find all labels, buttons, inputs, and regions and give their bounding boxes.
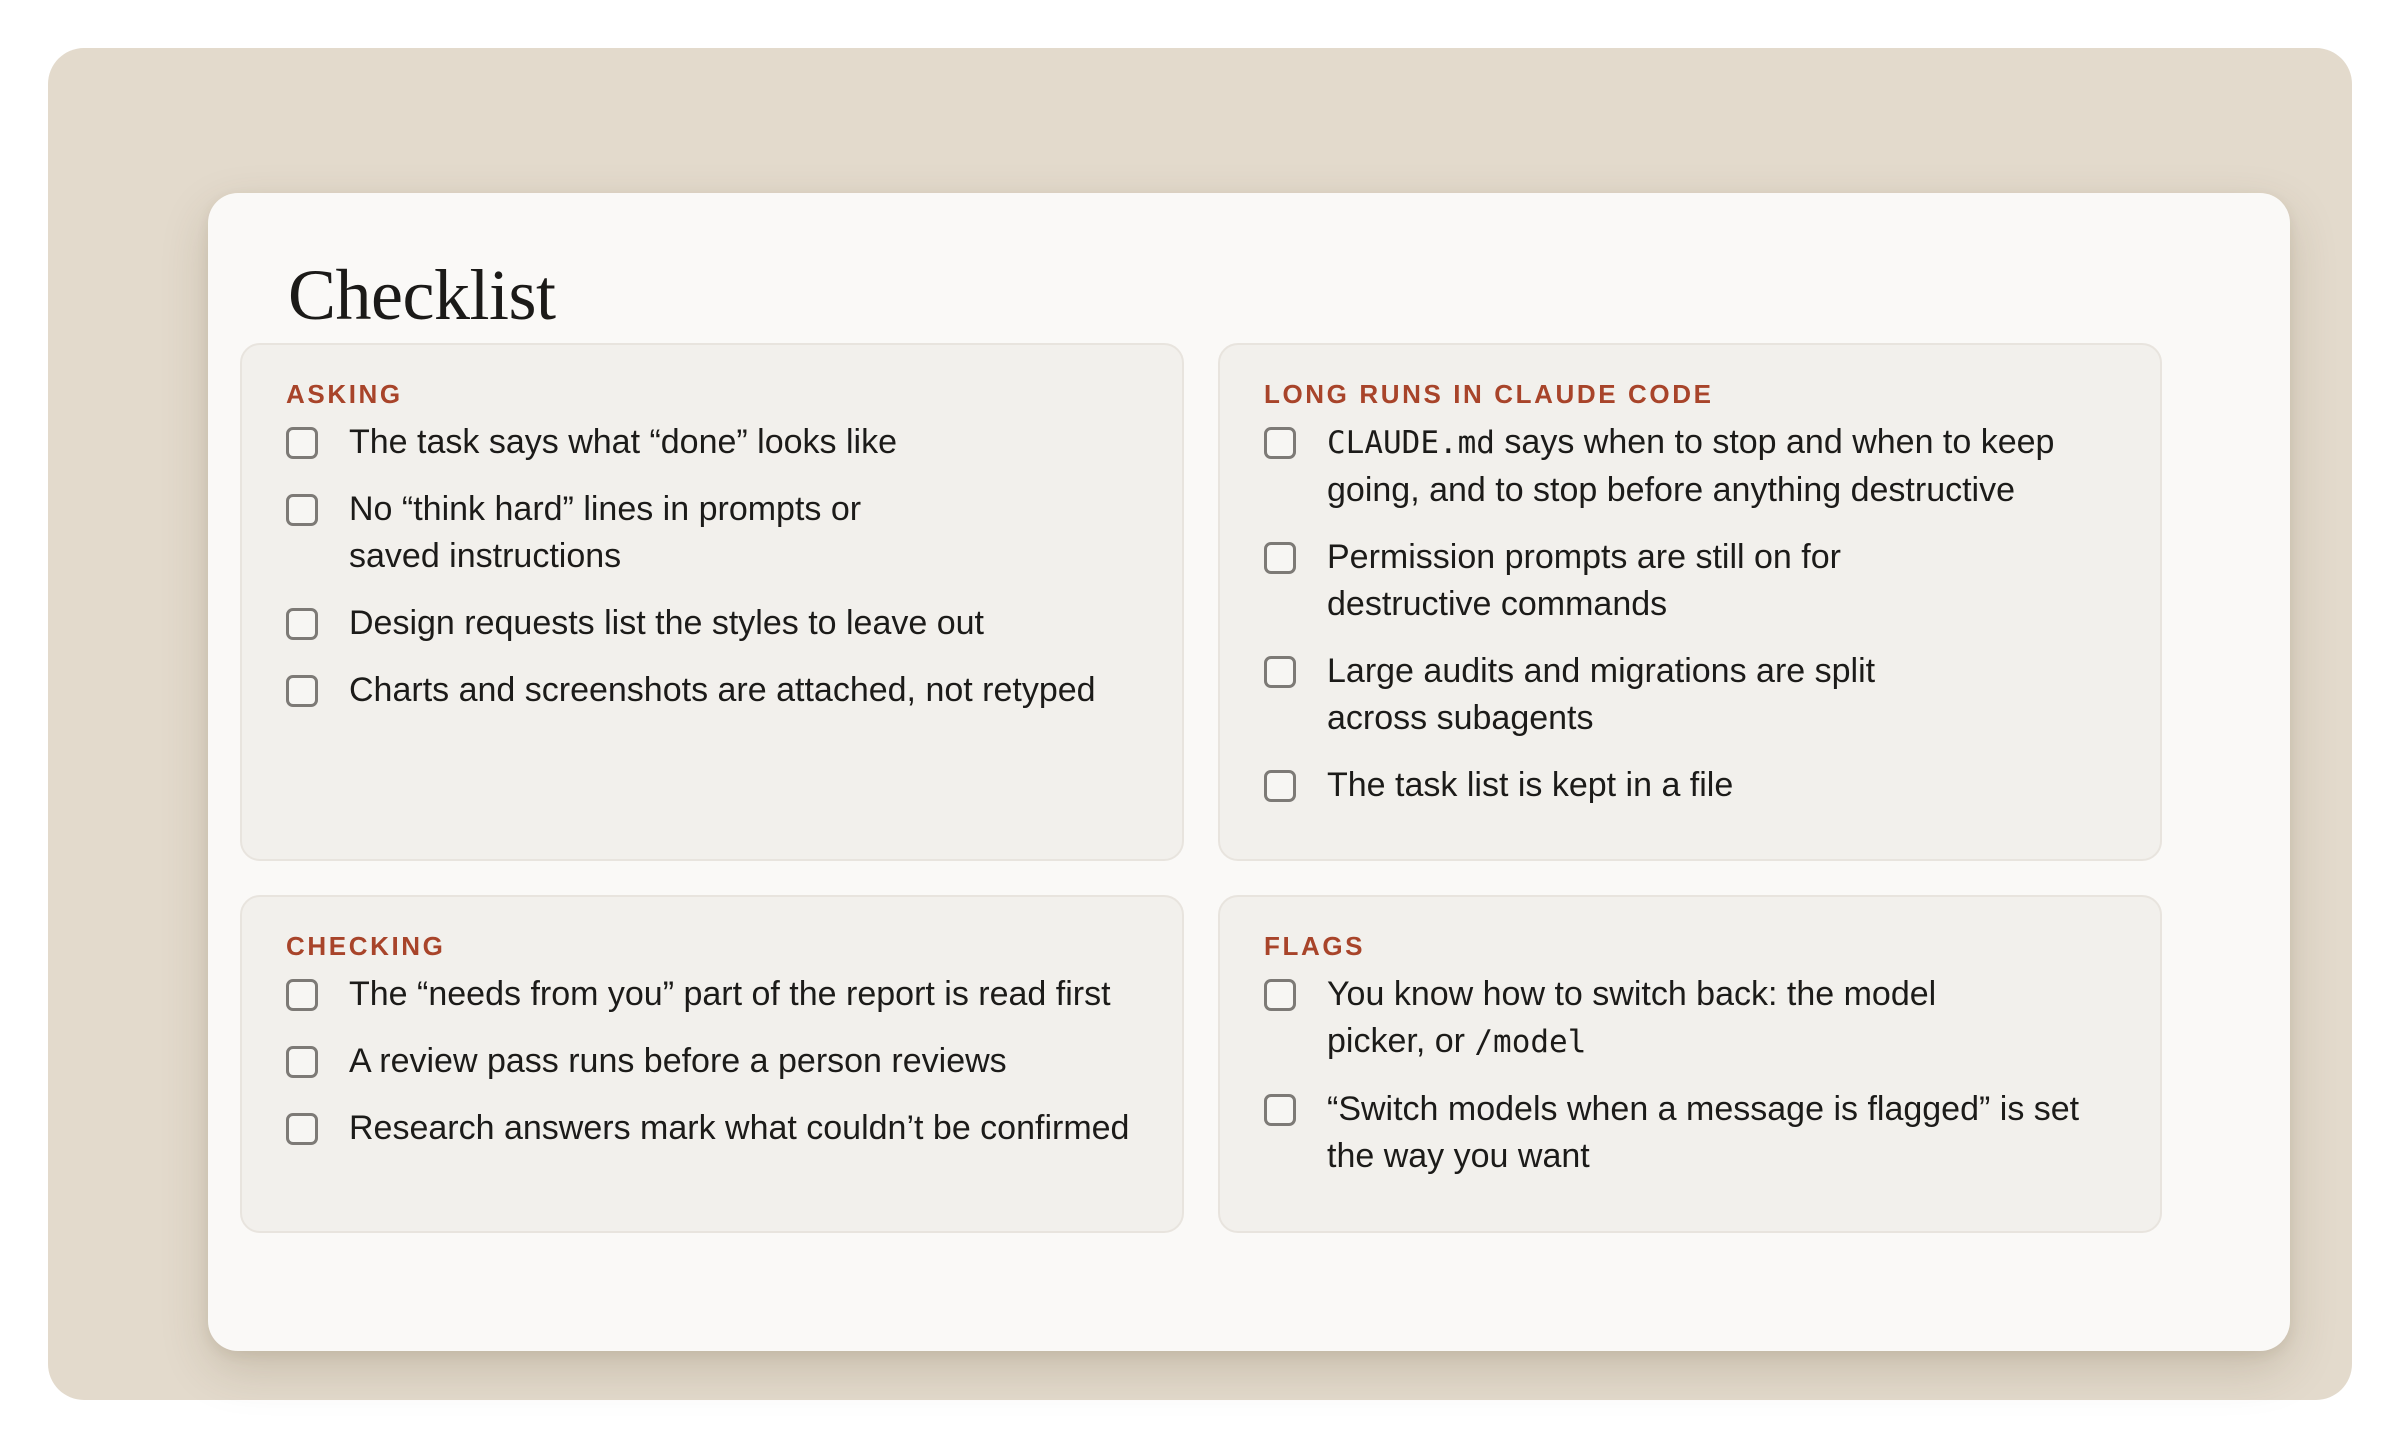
checklist-item	[286, 419, 1138, 466]
item-label: Charts and screenshots are attached, not retyped	[349, 671, 1096, 709]
checklist-item	[286, 1038, 1138, 1085]
code-model-command: /model	[1474, 1024, 1587, 1060]
checklist-content	[160, 145, 2242, 1303]
section-asking	[240, 343, 1184, 861]
checklist-item	[286, 667, 1138, 714]
section-heading: ASKING	[286, 379, 403, 409]
page-title: Checklist	[288, 255, 556, 335]
checkbox-unchecked-icon[interactable]	[286, 608, 318, 640]
checkbox-unchecked-icon[interactable]	[1264, 1094, 1296, 1126]
item-label: Large audits and migrations are split across subagents	[1327, 652, 1876, 737]
checklist-item	[1264, 762, 2116, 809]
checklist-items	[1264, 971, 2116, 1180]
item-label: No “think hard” lines in prompts or saved instructions	[349, 490, 862, 575]
item-label	[1327, 971, 1936, 1066]
checklist-items	[286, 419, 1138, 714]
item-label: The task list is kept in a file	[1327, 766, 1734, 804]
item-label: Research answers mark what couldn’t be confirmed	[349, 1109, 1130, 1147]
item-label: The task says what “done” looks like	[349, 423, 898, 461]
checkbox-unchecked-icon[interactable]	[1264, 427, 1296, 459]
checklist-item	[1264, 971, 2116, 1066]
section-long-runs	[1218, 343, 2162, 861]
section-flags	[1218, 895, 2162, 1233]
section-checking	[240, 895, 1184, 1233]
checklist-item	[1264, 1086, 2116, 1180]
checklist-item	[1264, 419, 2116, 514]
checkbox-unchecked-icon[interactable]	[286, 1046, 318, 1078]
checklist-item	[1264, 648, 2116, 742]
checkbox-unchecked-icon[interactable]	[1264, 979, 1296, 1011]
checklist-item	[286, 971, 1138, 1018]
checkbox-unchecked-icon[interactable]	[286, 675, 318, 707]
item-label: The “needs from you” part of the report is read first	[349, 975, 1111, 1013]
section-heading: LONG RUNS IN CLAUDE CODE	[1264, 379, 1714, 409]
checklist-item	[1264, 534, 2116, 628]
checklist-item	[286, 1105, 1138, 1152]
checklist-items	[286, 971, 1138, 1152]
checklist-item	[286, 486, 1138, 580]
item-label: “Switch models when a message is flagged” is set the way you want	[1327, 1090, 2080, 1175]
item-label-rest: says when to stop and when to keep going, and to stop before anything destructive	[1327, 423, 2055, 509]
item-label: Design requests list the styles to leave out	[349, 604, 984, 642]
checkbox-unchecked-icon[interactable]	[286, 494, 318, 526]
checkbox-unchecked-icon[interactable]	[1264, 656, 1296, 688]
section-grid	[240, 343, 2162, 1233]
checklist-items	[1264, 419, 2116, 809]
item-label-text: You know how to switch back: the model picker, or	[1327, 975, 1937, 1060]
checkbox-unchecked-icon[interactable]	[1264, 542, 1296, 574]
checkbox-unchecked-icon[interactable]	[286, 979, 318, 1011]
section-heading: FLAGS	[1264, 931, 1366, 961]
checklist-item	[286, 600, 1138, 647]
section-heading: CHECKING	[286, 931, 446, 961]
checkbox-unchecked-icon[interactable]	[1264, 770, 1296, 802]
item-label: Permission prompts are still on for destructive commands	[1327, 538, 1841, 623]
checkbox-unchecked-icon[interactable]	[286, 1113, 318, 1145]
item-label	[1327, 419, 2087, 514]
checkbox-unchecked-icon[interactable]	[286, 427, 318, 459]
item-label: A review pass runs before a person reviews	[349, 1042, 1007, 1080]
code-claude-md: CLAUDE.md	[1327, 425, 1495, 461]
